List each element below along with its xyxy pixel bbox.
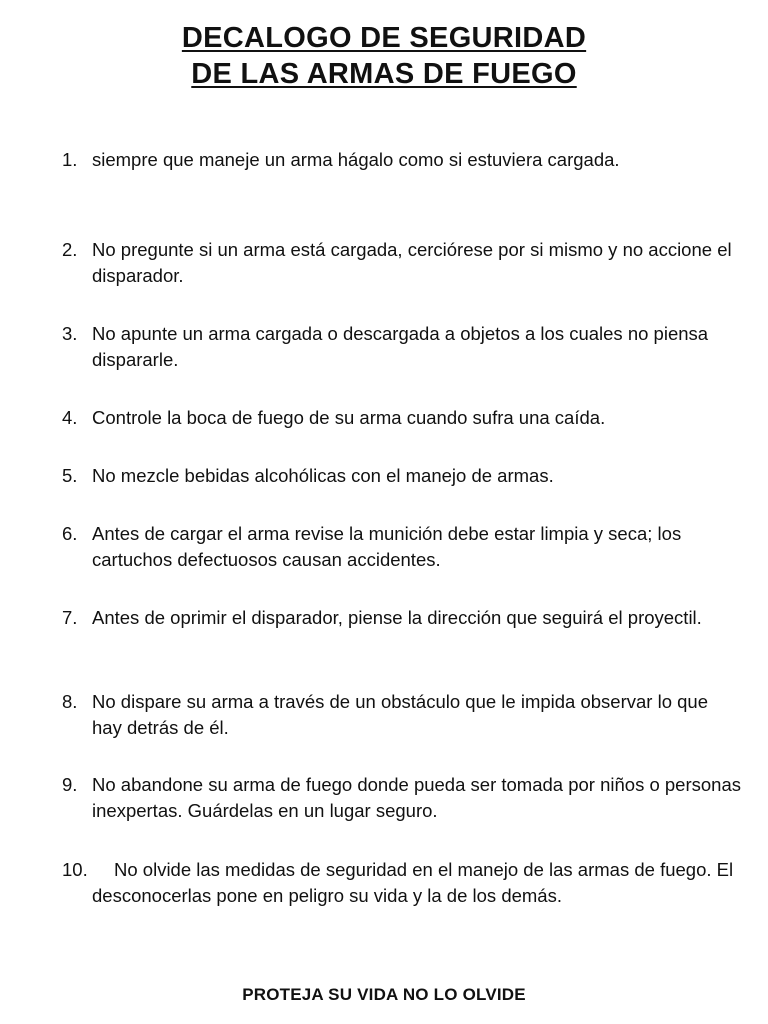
item-text: Controle la boca de fuego de su arma cuando sufra una caída. — [92, 407, 606, 428]
item-number: 6. — [62, 523, 78, 544]
item-number: 8. — [62, 691, 78, 712]
list-item — [62, 605, 742, 631]
item-text: Antes de cargar el arma revise la munición debe estar limpia y seca; los cartuchos defectuosos causan accidentes. — [92, 523, 682, 570]
item-number: 10. — [62, 859, 88, 880]
item-number: 9. — [62, 774, 78, 795]
page-title — [0, 20, 768, 92]
item-number: 3. — [62, 323, 78, 344]
item-text: Antes de oprimir el disparador, piense la dirección que seguirá el proyectil. — [92, 607, 702, 628]
title-line-2: DE LAS ARMAS DE FUEGO — [191, 58, 577, 90]
list-item — [62, 521, 742, 573]
list-item — [62, 689, 742, 741]
item-text: No abandone su arma de fuego donde pueda ser tomada por niños o personas inexpertas. Guárdelas en un lugar seguro. — [92, 774, 741, 821]
item-text: No olvide las medidas de seguridad en el manejo de las armas de fuego. El desconocerlas pone en peligro su vida y la de los demás. — [92, 859, 734, 906]
item-text: No pregunte si un arma está cargada, cerciórese por si mismo y no accione el disparador. — [92, 239, 732, 286]
title-line-1: DECALOGO DE SEGURIDAD — [181, 22, 587, 54]
item-number: 2. — [62, 239, 78, 260]
item-number: 7. — [62, 607, 78, 628]
item-number: 5. — [62, 465, 78, 486]
item-text: No apunte un arma cargada o descargada a objetos a los cuales no piensa dispararle. — [92, 323, 709, 370]
item-number: 4. — [62, 407, 78, 428]
list-item — [62, 147, 742, 173]
list-item — [62, 237, 742, 289]
item-text: No dispare su arma a través de un obstáculo que le impida observar lo que hay detrás de él. — [92, 691, 708, 738]
list-item — [62, 321, 742, 373]
list-item — [62, 405, 742, 431]
list-item — [62, 463, 742, 489]
item-text: siempre que maneje un arma hágalo como si estuviera cargada. — [92, 149, 620, 170]
list-item — [62, 857, 742, 909]
list-item — [62, 772, 742, 824]
item-number: 1. — [62, 149, 78, 170]
item-text: No mezcle bebidas alcohólicas con el manejo de armas. — [92, 465, 554, 486]
footer-slogan: PROTEJA SU VIDA NO LO OLVIDE — [242, 985, 526, 1004]
